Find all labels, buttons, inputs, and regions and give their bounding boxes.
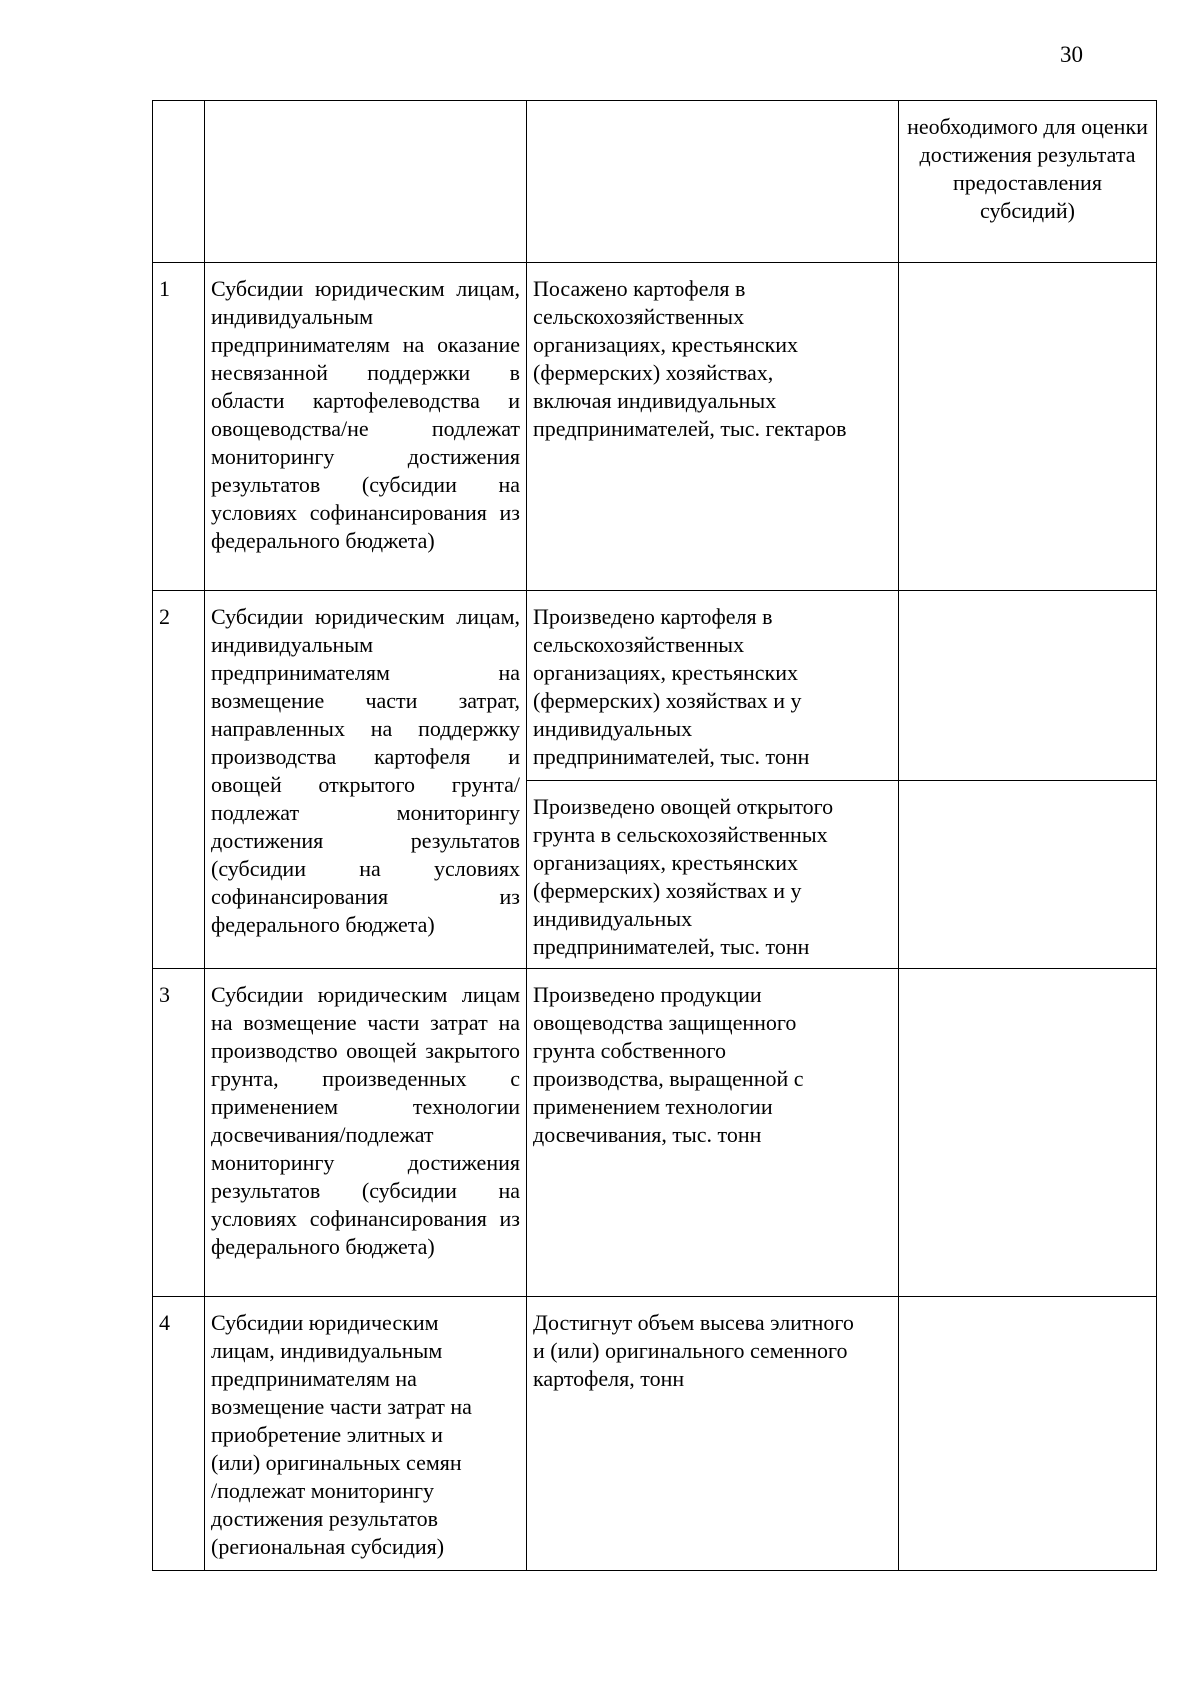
subsidy-name: Субсидии юридическим лицам, индивидуальным предпринимателям на возмещение части затрат на приобретение элитных и (или) оригинальных семян /подлежат мониторингу достижения результатов (региональная субсидия) [205,1297,527,1571]
subsidy-name: Субсидии юридическим лицам, индивидуальным предпринимателям на возмещение части затрат, направленных на поддержку производства картофеля и овощей открытого грунта/подлежат мониторингу достижения результатов (субсидии на условиях софинансирования из федерального бюджета) [205,591,527,969]
subsidy-name: Субсидии юридическим лицам, индивидуальным предпринимателям на оказание несвязанной поддержки в области картофелеводства и овощеводства/не подлежат мониторингу достижения результатов (субсидии на условиях софинансирования из федерального бюджета) [205,263,527,591]
subsidy-result: Произведено картофеля в сельскохозяйственных организациях, крестьянских (фермерских) хозяйствах и у индивидуальных предпринимателей, тыс. тонн [527,591,899,781]
table-row [153,263,1157,591]
result-value [899,1297,1157,1571]
subsidy-result: Произведено продукции овощеводства защищенного грунта собственного производства, выращенной с применением технологии досвечивания, тыс. тонн [527,969,899,1297]
row-number: 3 [153,969,205,1297]
result-value [899,781,1157,969]
table-row [153,591,1157,781]
cell-value-header: необходимого для оценки достижения результата предоставления субсидий) [899,101,1157,263]
cell-result [527,101,899,263]
table-row [153,1297,1157,1571]
table-row-header-continuation [153,101,1157,263]
row-number: 2 [153,591,205,969]
subsidies-table [152,100,1157,1571]
subsidy-result: Произведено овощей открытого грунта в сельскохозяйственных организациях, крестьянских (фермерских) хозяйствах и у индивидуальных предпринимателей, тыс. тонн [527,781,899,969]
subsidy-name: Субсидии юридическим лицам на возмещение части затрат на производство овощей закрытого грунта, произведенных с применением технологии досвечивания/подлежат мониторингу достижения результатов (субсидии на условиях софинансирования из федерального бюджета) [205,969,527,1297]
result-value [899,969,1157,1297]
cell-num [153,101,205,263]
table-row [153,969,1157,1297]
result-value [899,591,1157,781]
result-value [899,263,1157,591]
row-number: 4 [153,1297,205,1571]
subsidy-result: Посажено картофеля в сельскохозяйственных организациях, крестьянских (фермерских) хозяйствах, включая индивидуальных предпринимателей, тыс. гектаров [527,263,899,591]
page-number: 30 [1060,42,1083,67]
subsidy-result: Достигнут объем высева элитного и (или) оригинального семенного картофеля, тонн [527,1297,899,1571]
row-number: 1 [153,263,205,591]
cell-name [205,101,527,263]
